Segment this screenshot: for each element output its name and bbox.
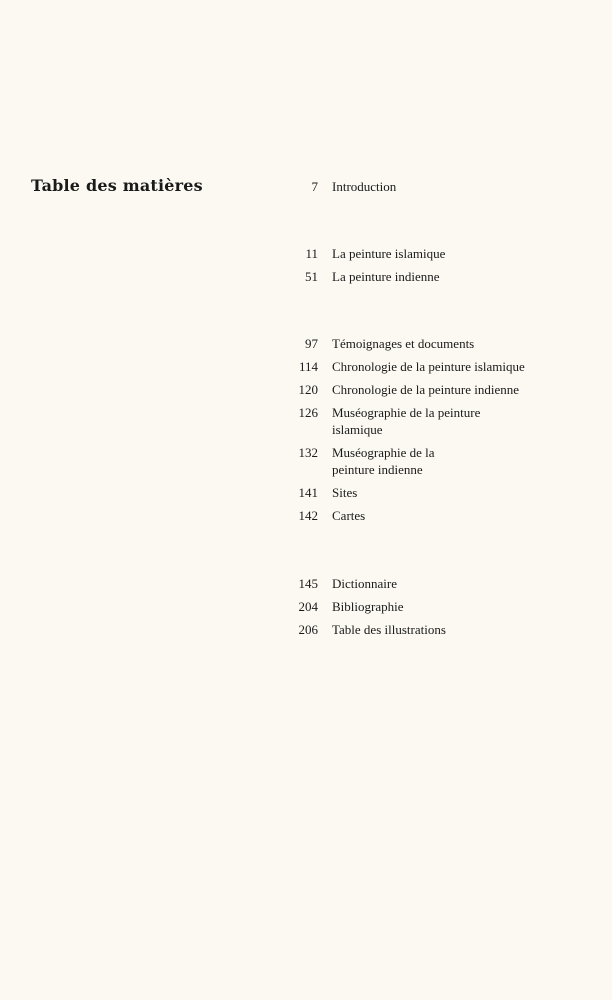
toc-entry-title: Dictionnaire <box>332 576 397 591</box>
toc-entry-title: Chronologie de la peinture islamique <box>332 359 525 374</box>
toc-page-number: 206 <box>298 622 318 637</box>
toc-entry <box>0 245 612 262</box>
toc-section-documents <box>0 335 612 524</box>
toc-page-number: 141 <box>298 485 318 500</box>
toc-entry <box>0 484 612 501</box>
page-title: Table des matières <box>31 176 203 195</box>
toc-section-appendices <box>0 575 612 638</box>
toc-page-number: 120 <box>298 382 318 397</box>
toc-entry-title: Introduction <box>332 179 397 194</box>
toc-entry-title <box>332 404 562 438</box>
toc-section-intro <box>0 178 612 195</box>
toc-section-main <box>0 245 612 285</box>
toc-entry-title: La peinture indienne <box>332 269 440 284</box>
toc-entry <box>0 404 612 438</box>
toc-entry-title: Bibliographie <box>332 599 404 614</box>
toc-entry-title-line: Muséographie de la <box>332 445 435 460</box>
toc-entry-title: La peinture islamique <box>332 246 446 261</box>
toc-entry-title-line: peinture indienne <box>332 462 423 477</box>
toc-entry <box>0 507 612 524</box>
toc-page-number: 204 <box>298 599 318 614</box>
toc-entry <box>0 621 612 638</box>
toc-entry <box>0 335 612 352</box>
toc-entry <box>0 178 612 195</box>
toc-page-number: 142 <box>298 508 318 523</box>
toc-entry-title: Table des illustrations <box>332 622 446 637</box>
toc-entry <box>0 358 612 375</box>
toc-entry-title: Témoignages et documents <box>332 336 475 351</box>
toc-entry-title: Sites <box>332 485 358 500</box>
toc-entry <box>0 268 612 285</box>
toc-entry <box>0 598 612 615</box>
toc-page-number: 126 <box>298 405 318 420</box>
toc-entry-title <box>332 444 562 478</box>
toc-page-number: 11 <box>305 246 318 261</box>
toc-page-number: 51 <box>305 269 318 284</box>
toc-entry-title-line: islamique <box>332 422 383 437</box>
toc-entry <box>0 444 612 478</box>
toc-page-number: 132 <box>298 445 318 460</box>
toc-entry-title: Chronologie de la peinture indienne <box>332 382 520 397</box>
toc-entry-title: Cartes <box>332 508 366 523</box>
toc-entry-title-line: Muséographie de la peinture <box>332 405 481 420</box>
toc-page-number: 7 <box>311 179 318 194</box>
toc-page-number: 97 <box>305 336 318 351</box>
toc-entry <box>0 575 612 592</box>
toc-page-number: 114 <box>298 359 318 374</box>
toc-page-number: 145 <box>298 576 318 591</box>
toc-entry <box>0 381 612 398</box>
